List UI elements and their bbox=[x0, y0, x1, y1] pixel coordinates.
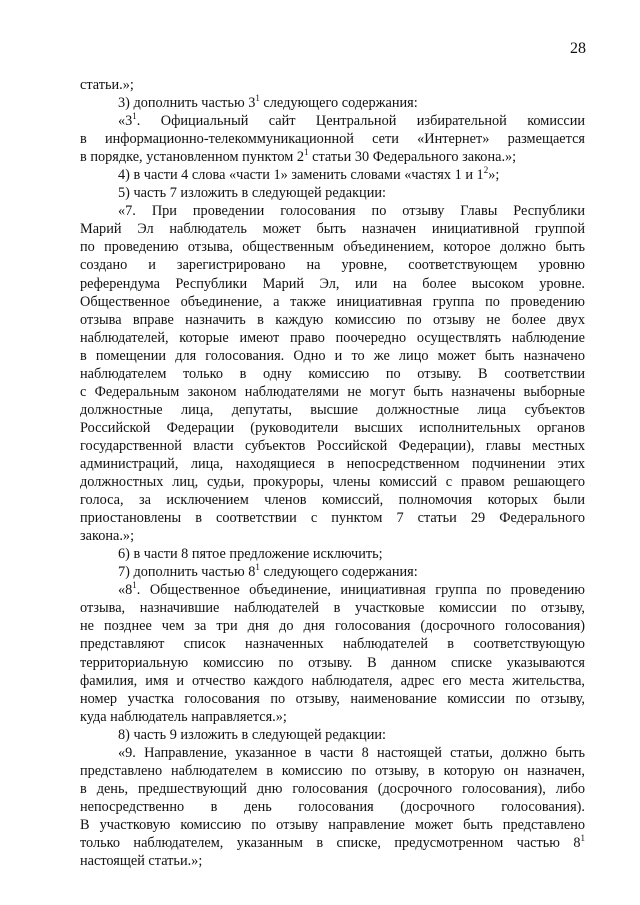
text-line: представляют список назначенных наблюдателей в соответствующую bbox=[80, 636, 585, 653]
text-line: приостановлены в соответствии с пунктом 7 статьи 29 Федерального bbox=[80, 510, 585, 527]
text-line: 8) часть 9 изложить в следующей редакции: bbox=[118, 726, 386, 743]
text-line: должностные лица, депутаты, высшие должностные лица субъектов bbox=[80, 401, 585, 418]
text-line: В участковую комиссию по отзыву направление может быть представлено bbox=[80, 816, 585, 833]
text-line: в информационно-телекоммуникационной сети «Интернет» размещается bbox=[80, 131, 585, 148]
text-line: отзыва, назначившие наблюдателей в участковые комиссии по отзыву, bbox=[80, 600, 585, 617]
text-line: наблюдателем только в одну комиссию по отзыву. В соответствии bbox=[80, 365, 585, 382]
text-line: референдума Республики Марий Эл, или на более высоком уровне. bbox=[80, 275, 585, 292]
text-line: 4) в части 4 слова «части 1» заменить словами «частях 1 и $1^2$»; bbox=[118, 165, 500, 184]
text-line: фамилия, имя и отчество каждого наблюдателя, адрес его места жительства, bbox=[80, 672, 585, 689]
text-line: «$3^1$. Официальный сайт Центральной избирательной комиссии bbox=[118, 111, 585, 130]
text-line: территориальную комиссию по отзыву. В данном списке указываются bbox=[80, 654, 585, 671]
text-line: государственной власти субъектов Российской Федерации), главы местных bbox=[80, 437, 585, 454]
text-line: 5) часть 7 изложить в следующей редакции: bbox=[118, 185, 386, 202]
document-body bbox=[80, 76, 585, 870]
text-line: в день, предшествующий дню голосования (досрочного голосования), либо bbox=[80, 780, 585, 797]
text-line: Общественное объединение, а также инициативная группа по проведению bbox=[80, 293, 585, 310]
text-line: закона.»; bbox=[80, 528, 135, 545]
text-line: отзыва вправе назначить в каждую комиссию по отзыву не более двух bbox=[80, 311, 585, 328]
text-line: в порядке, установленном пунктом $2^1$ статьи 30 Федерального закона.»; bbox=[80, 147, 517, 166]
text-line: по проведению отзыва, общественным объединением, которое должно быть bbox=[80, 239, 585, 256]
text-line: непосредственно в день голосования (досрочного голосования). bbox=[80, 798, 585, 815]
text-line: создано и зарегистрировано на уровне, соответствующем уровню bbox=[80, 257, 585, 274]
text-line: представлено наблюдателем в комиссию по отзыву, в которую он назначен, bbox=[80, 762, 585, 779]
text-line: наблюдателей, которые имеют право поочередно осуществлять наблюдение bbox=[80, 329, 585, 346]
text-line: статьи.»; bbox=[80, 77, 134, 93]
text-line: с Федеральным законом наблюдателями не могут быть назначены выборные bbox=[80, 383, 585, 400]
text-line: в помещении для голосования. Одно и то же лицо может быть назначено bbox=[80, 347, 585, 364]
text-line: 7) дополнить частью $8^1$ следующего содержания: bbox=[118, 562, 418, 581]
text-line: «9. Направление, указанное в части 8 настоящей статьи, должно быть bbox=[118, 744, 585, 761]
text-line: администраций, лица, находящиеся в непосредственном подчинении этих bbox=[80, 455, 585, 472]
text-line: «7. При проведении голосования по отзыву Главы Республики bbox=[118, 203, 585, 220]
text-line: голоса, за исключением членов комиссий, полномочия которых были bbox=[80, 492, 585, 509]
text-line: должностных лиц, судьи, прокуроры, члены комиссий с правом решающего bbox=[80, 474, 585, 491]
text-line: не позднее чем за три дня до дня голосования (досрочного голосования) bbox=[80, 618, 585, 635]
page-number: 28 bbox=[570, 40, 586, 57]
text-line: номер участка голосования по отзыву, наименование комиссии по отзыву, bbox=[80, 690, 585, 707]
text-line: «$8^1$. Общественное объединение, инициативная группа по проведению bbox=[118, 580, 585, 599]
text-line: 6) в части 8 пятое предложение исключить; bbox=[118, 546, 383, 563]
text-line: настоящей статьи.»; bbox=[80, 853, 203, 870]
text-line: куда наблюдатель направляется.»; bbox=[80, 708, 287, 725]
text-line: 3) дополнить частью $3^1$ следующего содержания: bbox=[118, 93, 418, 112]
text-line: Марий Эл наблюдатель может быть назначен инициативной группой bbox=[80, 221, 585, 238]
text-line: только наблюдателем, указанным в списке, предусмотренном частью $8^1$ bbox=[80, 832, 585, 851]
text-line: Российской Федерации (руководители высших исполнительных органов bbox=[80, 419, 585, 436]
